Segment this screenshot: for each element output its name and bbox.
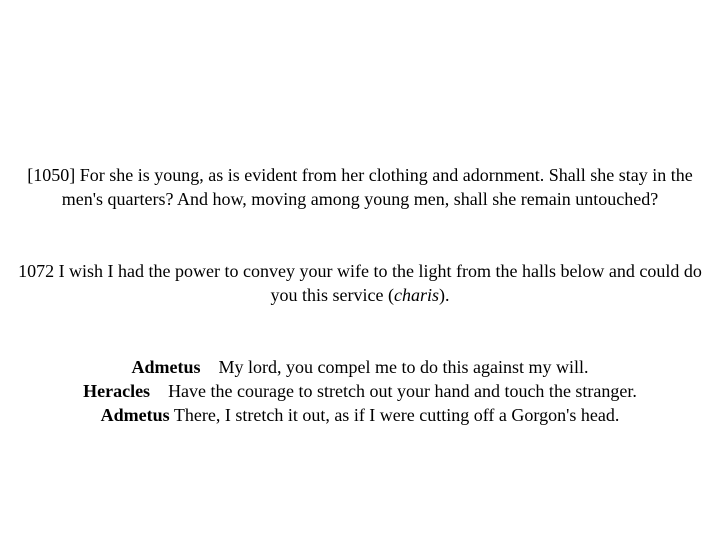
passage-1072-italic-term: charis [393,285,439,305]
passage-1072-closing: ). [438,285,450,305]
dialogue-text: My lord, you compel me to do this against my will. [218,357,589,377]
passage-1050-text: [1050] For she is young, as is evident from her clothing and adornment. Shall she stay in the men's quarters? And how, moving among young men, shall she remain untouched? [27,165,693,209]
dialogue-line [0,379,720,403]
dialogue-text: There, I stretch it out, as if I were cutting off a Gorgon's head. [173,405,620,425]
dialogue-line [0,355,720,379]
speaker-name: Admetus [100,405,170,425]
dialogue-block [0,355,720,427]
passage-1050 [0,163,720,211]
passage-1072 [0,259,720,307]
speaker-separator [201,357,219,377]
passage-1072-text: 1072 I wish I had the power to convey your wife to the light from the halls below and could do you this service ( [18,261,702,305]
dialogue-text: Have the courage to stretch out your hand and touch the stranger. [168,381,637,401]
dialogue-line [0,403,720,427]
speaker-separator [150,381,168,401]
speaker-name: Admetus [131,357,201,377]
speaker-name: Heracles [83,381,151,401]
